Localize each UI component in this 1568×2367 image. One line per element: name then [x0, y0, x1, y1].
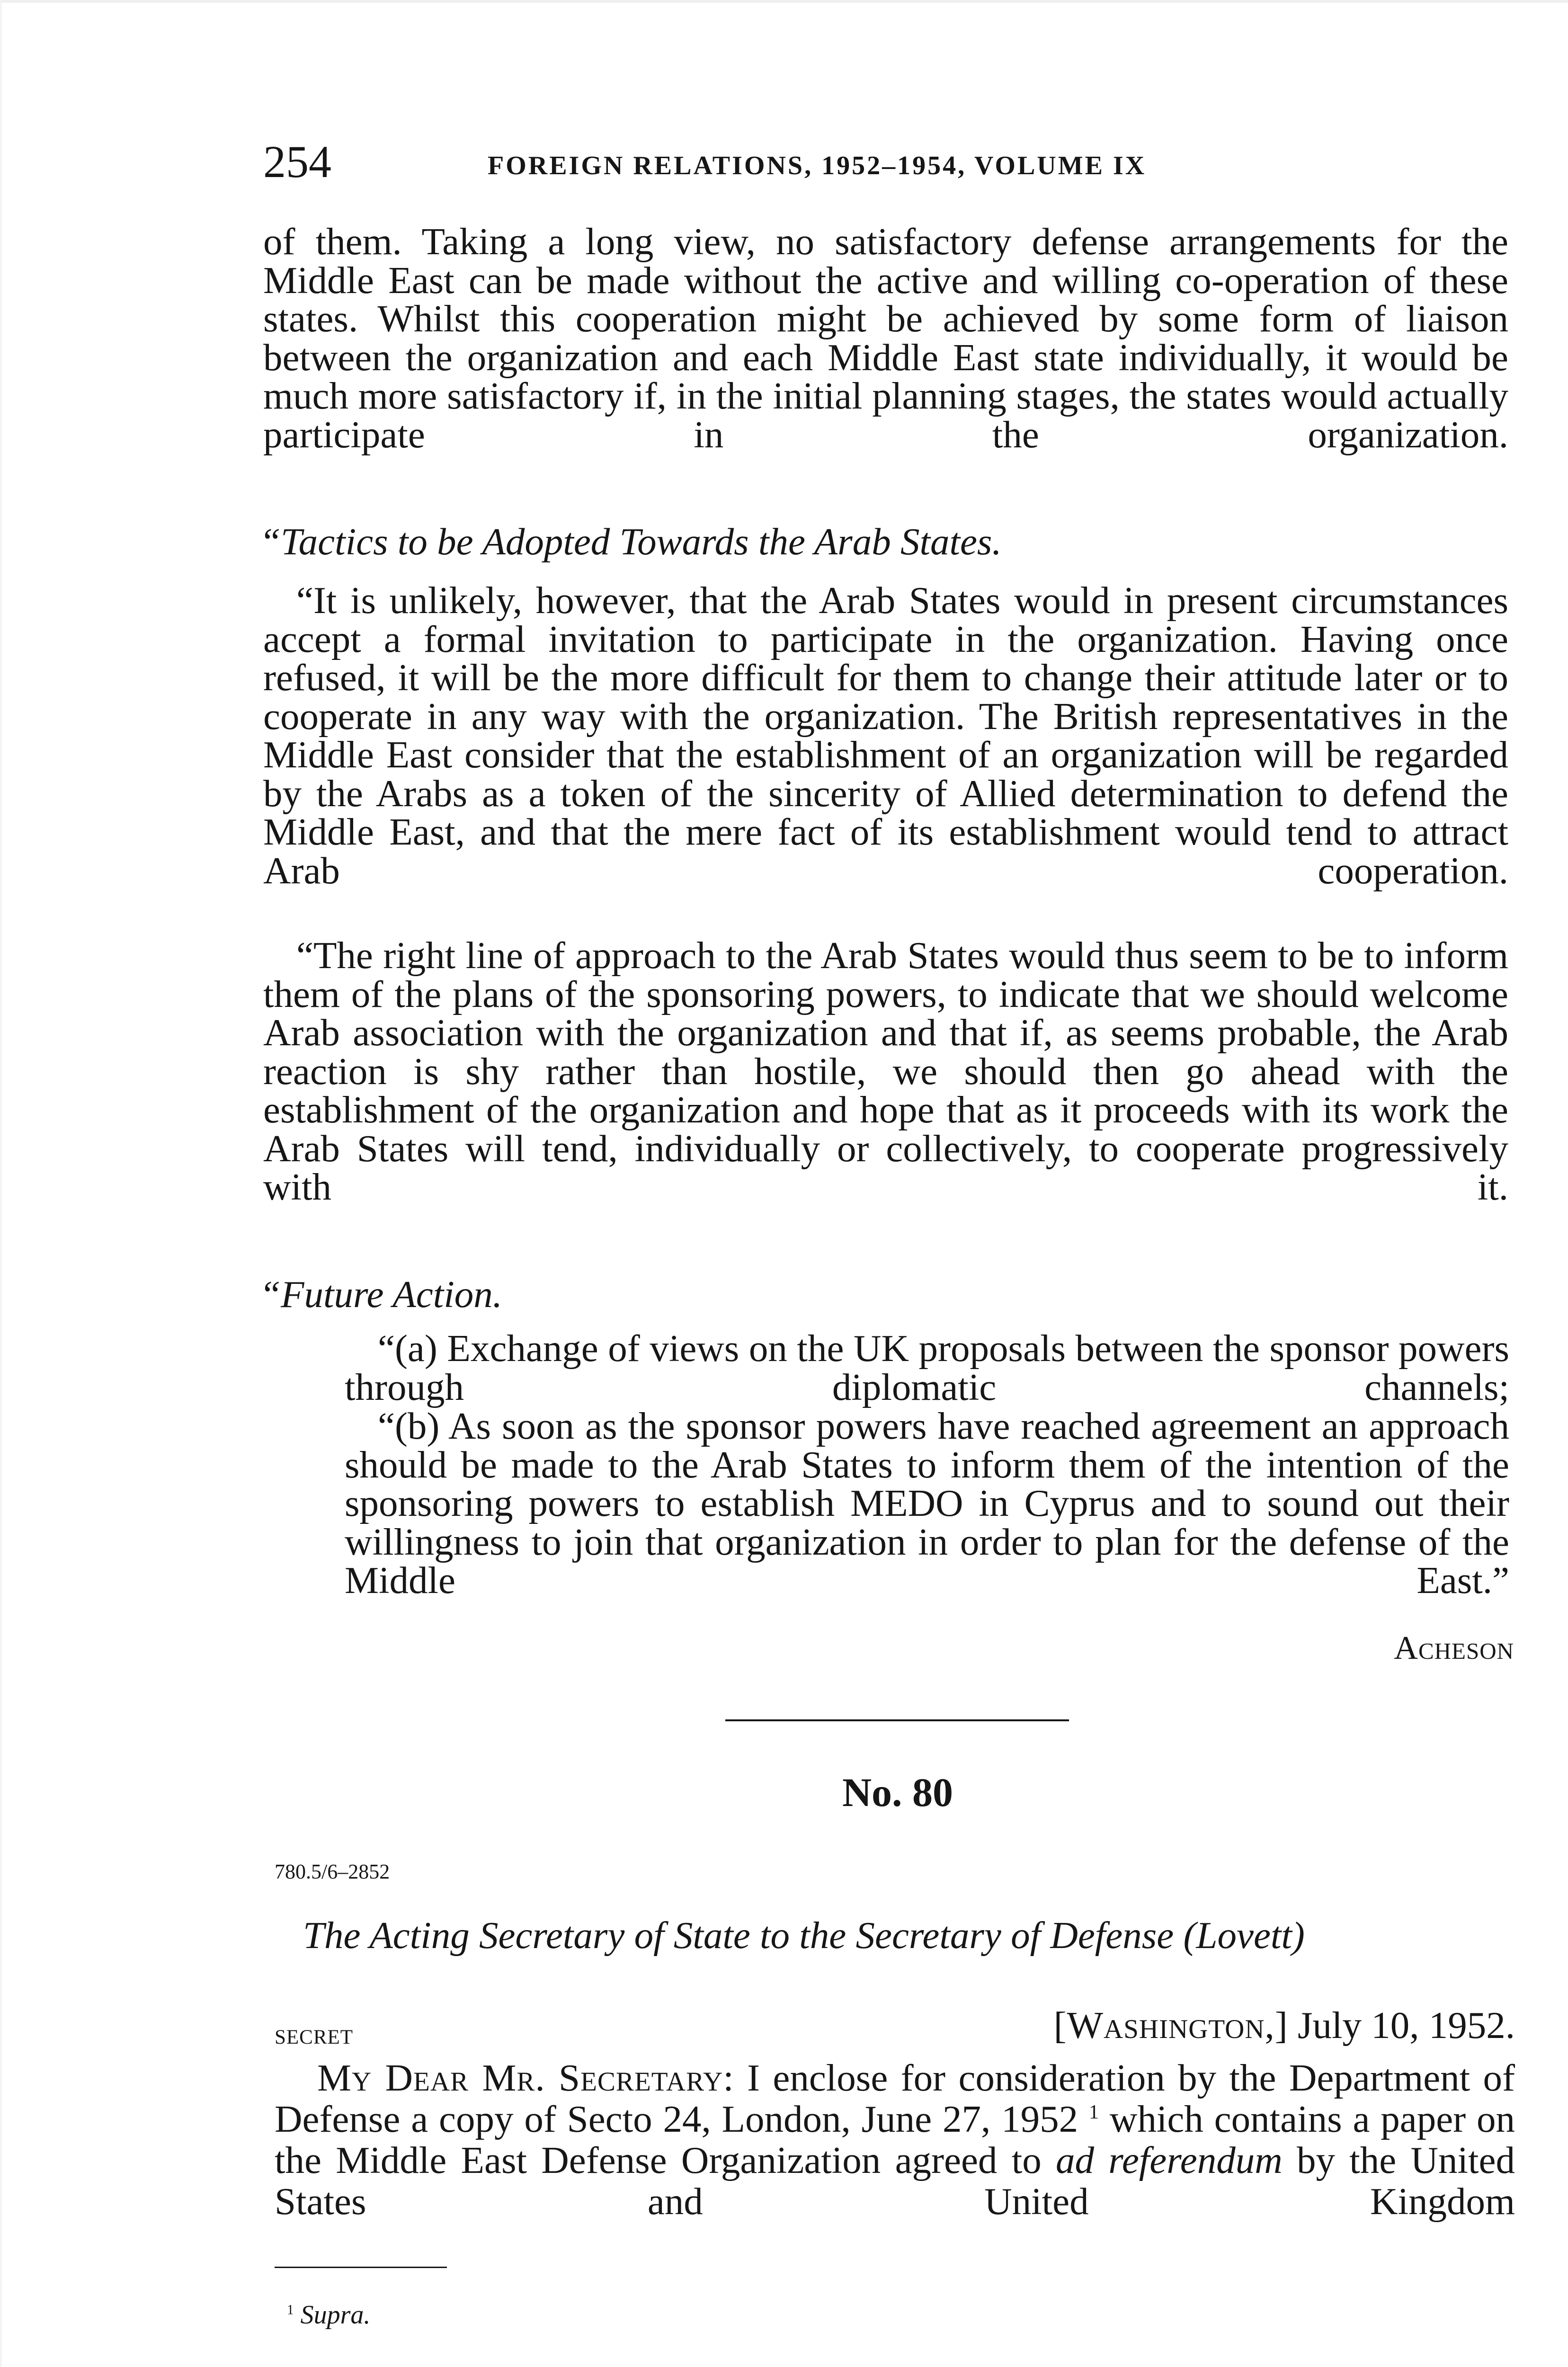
scan-left-edge: [0, 0, 2, 2367]
date: July 10, 1952.: [1297, 2004, 1515, 2047]
letter-body-italic: ad referendum: [1056, 2139, 1283, 2181]
list-item-a: “(a) Exchange of views on the UK proposals between the sponsor powers through diplomatic channels;: [345, 1327, 1509, 1408]
running-title: FOREIGN RELATIONS, 1952–1954, VOLUME IX: [488, 151, 1147, 180]
place-date-line: [975, 2003, 1515, 2047]
letter-body-text-1: I enclose for consideration by the Department of Defense a copy of Secto 24, London, June 27, 1952: [275, 2056, 1515, 2140]
footnote-marker: 1: [287, 2302, 294, 2318]
footnote-divider: [275, 2267, 447, 2268]
footnote-reference: 1: [1088, 2101, 1099, 2123]
document-title: The Acting Secretary of State to the Secretary of Defense (Lovett): [303, 1914, 1305, 1957]
paragraph-continuation: of them. Taking a long view, no satisfactory defense arrangements for the Middle East can be made without the active and willing co-operation of these states. Whilst this cooperation might be achieved by some form of liaison between the organization and each Middle East state individually, it would be much more satisfactory if, in the initial planning stages, the states would actually participate in the organization.: [263, 220, 1508, 456]
letter-body-text-2: which contains a paper on the Middle East Defense Organization agreed to: [275, 2098, 1515, 2181]
signature-acheson: Acheson: [1394, 1630, 1514, 1666]
list-item-b: “(b) As soon as the sponsor powers have reached agreement an approach should be made to the Arab States to inform them of the intention of the sponsoring powers to establish MEDO in Cyprus and to sound out their willingness to join that organization in order to plan for the defense of the Middle East.”: [345, 1405, 1509, 1602]
classification: secret: [275, 2018, 354, 2050]
document-number: No. 80: [842, 1770, 953, 1815]
letter-body-text-3: by the United States and United Kingdom: [275, 2139, 1515, 2223]
footnote-text: Supra.: [300, 2300, 371, 2330]
paragraph-line-of-approach: “The right line of approach to the Arab States would thus seem to be to inform them of the plans of the sponsoring powers, to indicate that we should welcome Arab association with the organization and that if, as seems probable, the Arab reaction is shy rather than hostile, we should then go ahead with the establishment of the organization and hope that as it proceeds with its work the Arab States will tend, individually or collectively, to cooperate progressively with it.: [263, 934, 1508, 1208]
footnote: [287, 2300, 370, 2330]
letter-body: [275, 2056, 1515, 2223]
file-number: 780.5/6–2852: [275, 1860, 390, 1883]
salutation: My Dear Mr. Secretary:: [317, 2056, 734, 2099]
section-divider: [725, 1719, 1069, 1721]
section-heading-future-action: “Future Action.: [259, 1273, 502, 1316]
scan-top-edge: [0, 0, 1568, 3]
paragraph-arab-invitation: “It is unlikely, however, that the Arab States would in present circumstances accept a formal invitation to participate in the organization. Having once refused, it will be the more difficult for them to change their attitude later or to cooperate in any way with the organization. The British representatives in the Middle East consider that the establishment of an organization will be regarded by the Arabs as a token of the sincerity of Allied determination to defend the Middle East, and that the mere fact of its establishment would tend to attract Arab cooperation.: [263, 579, 1508, 892]
section-heading-tactics: “Tactics to be Adopted Towards the Arab States.: [259, 520, 1002, 563]
place: [Washington,]: [1053, 2004, 1288, 2047]
page-number: 254: [263, 136, 331, 187]
